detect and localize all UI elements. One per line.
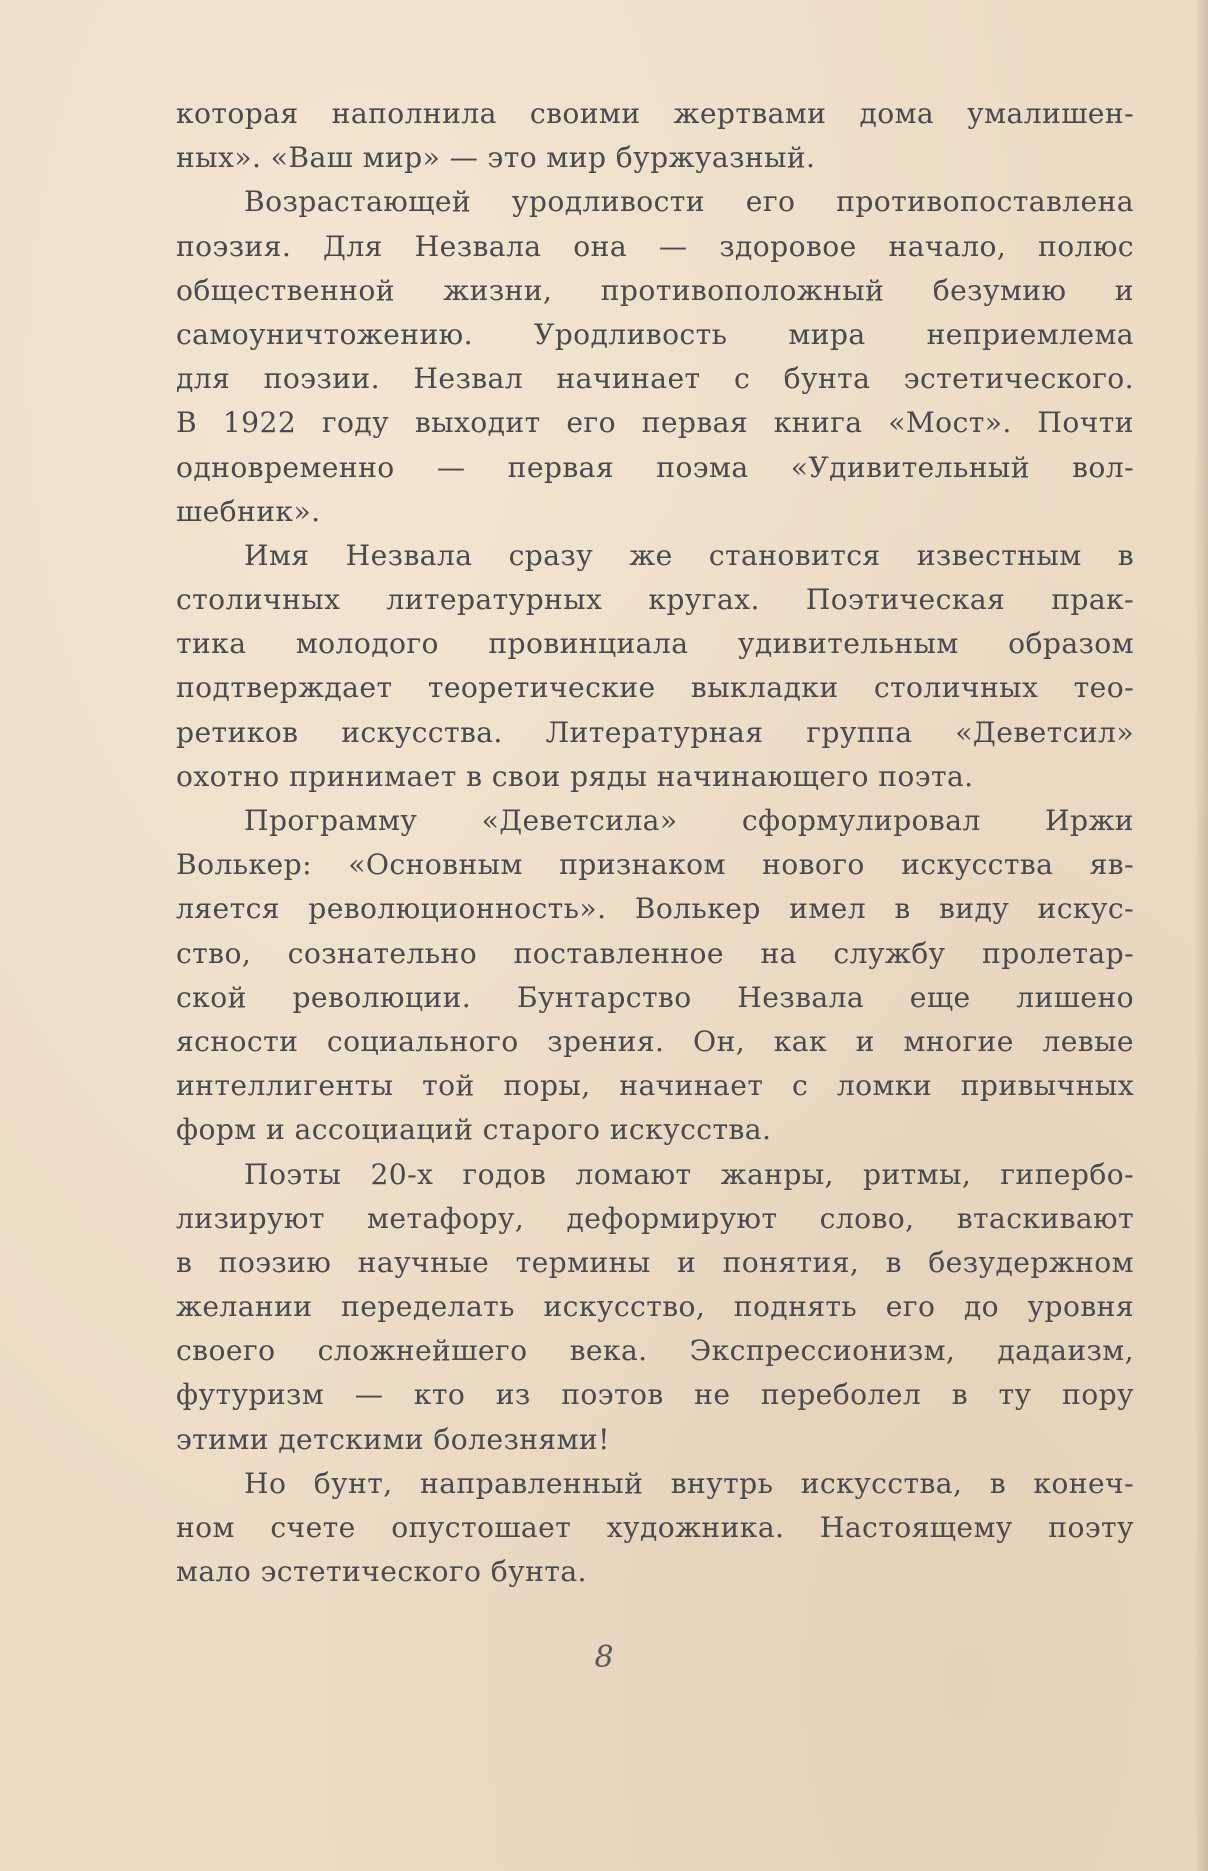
text-line: ном счете опустошает художника. Настоящему поэту — [176, 1511, 1134, 1544]
text-line: мало эстетического бунта. — [176, 1555, 587, 1589]
text-line: Программу «Деветсила» сформулировал Иржи — [244, 804, 1134, 837]
text-line: тика молодого провинциала удивительным образом — [176, 627, 1134, 661]
text-line: В 1922 году выходит его первая книга «Мост». Почти — [176, 406, 1134, 440]
text-line: Возрастающей уродливости его противопоставлена — [244, 185, 1134, 219]
text-line: столичных литературных кругах. Поэтическая прак- — [176, 583, 1134, 617]
text-line: для поэзии. Незвал начинает с бунта эстетического. — [176, 362, 1134, 396]
paragraph-2 — [176, 180, 1134, 534]
page-number: 8 — [594, 1640, 614, 1675]
text-line: которая наполнила своими жертвами дома умалишен- — [176, 97, 1134, 130]
text-line: Волькер: «Основным признаком нового искусства яв- — [176, 848, 1134, 882]
text-line: Но бунт, направленный внутрь искусства, в конеч- — [244, 1466, 1134, 1500]
text-line: самоуничтожению. Уродливость мира неприемлема — [176, 317, 1134, 351]
paragraph-3 — [176, 534, 1134, 799]
text-line: охотно принимает в свои ряды начинающего поэта. — [176, 759, 974, 793]
text-line: ство, сознательно поставленное на службу пролетар- — [176, 936, 1134, 970]
text-line: футуризм — кто из поэтов не переболел в ту пору — [176, 1378, 1134, 1412]
text-line: одновременно — первая поэма «Удивительный вол- — [176, 450, 1134, 484]
text-line: ясности социального зрения. Он, как и многие левые — [176, 1024, 1134, 1058]
text-line: лизируют метафору, деформируют слово, втаскивают — [176, 1201, 1134, 1235]
text-line: ретиков искусства. Литературная группа «Деветсил» — [176, 715, 1134, 749]
text-line: подтверждает теоретические выкладки столичных тео- — [176, 671, 1134, 705]
text-line: ных». «Ваш мир» — это мир буржуазный. — [176, 141, 816, 175]
paragraph-5 — [176, 1153, 1134, 1462]
paragraph-6 — [176, 1462, 1134, 1595]
text-line: интеллигенты той поры, начинает с ломки привычных — [176, 1069, 1134, 1103]
text-line: ляется революционность». Волькер имел в виду искус- — [176, 892, 1134, 926]
text-line: в поэзию научные термины и понятия, в безудержном — [176, 1245, 1134, 1279]
text-line: Имя Незвала сразу же становится известным в — [244, 538, 1134, 572]
body-text — [176, 92, 1134, 1594]
text-line: желании переделать искусство, поднять его до уровня — [176, 1290, 1134, 1324]
text-line: поэзия. Для Незвала она — здоровое начало, полюс — [176, 229, 1134, 263]
paragraph-4 — [176, 799, 1134, 1153]
text-line: ской революции. Бунтарство Незвала еще лишено — [176, 980, 1134, 1014]
text-line: Поэты 20-х годов ломают жанры, ритмы, гипербо- — [244, 1157, 1134, 1191]
text-line: форм и ассоциаций старого искусства. — [176, 1113, 772, 1147]
text-line: шебник». — [176, 494, 321, 528]
paragraph-1 — [176, 92, 1134, 180]
text-line: общественной жизни, противоположный безумию и — [176, 273, 1134, 307]
text-line: этими детскими болезнями! — [176, 1422, 610, 1456]
page-edge-shadow — [1194, 0, 1208, 1871]
text-line: своего сложнейшего века. Экспрессионизм, дадаизм, — [176, 1334, 1134, 1368]
